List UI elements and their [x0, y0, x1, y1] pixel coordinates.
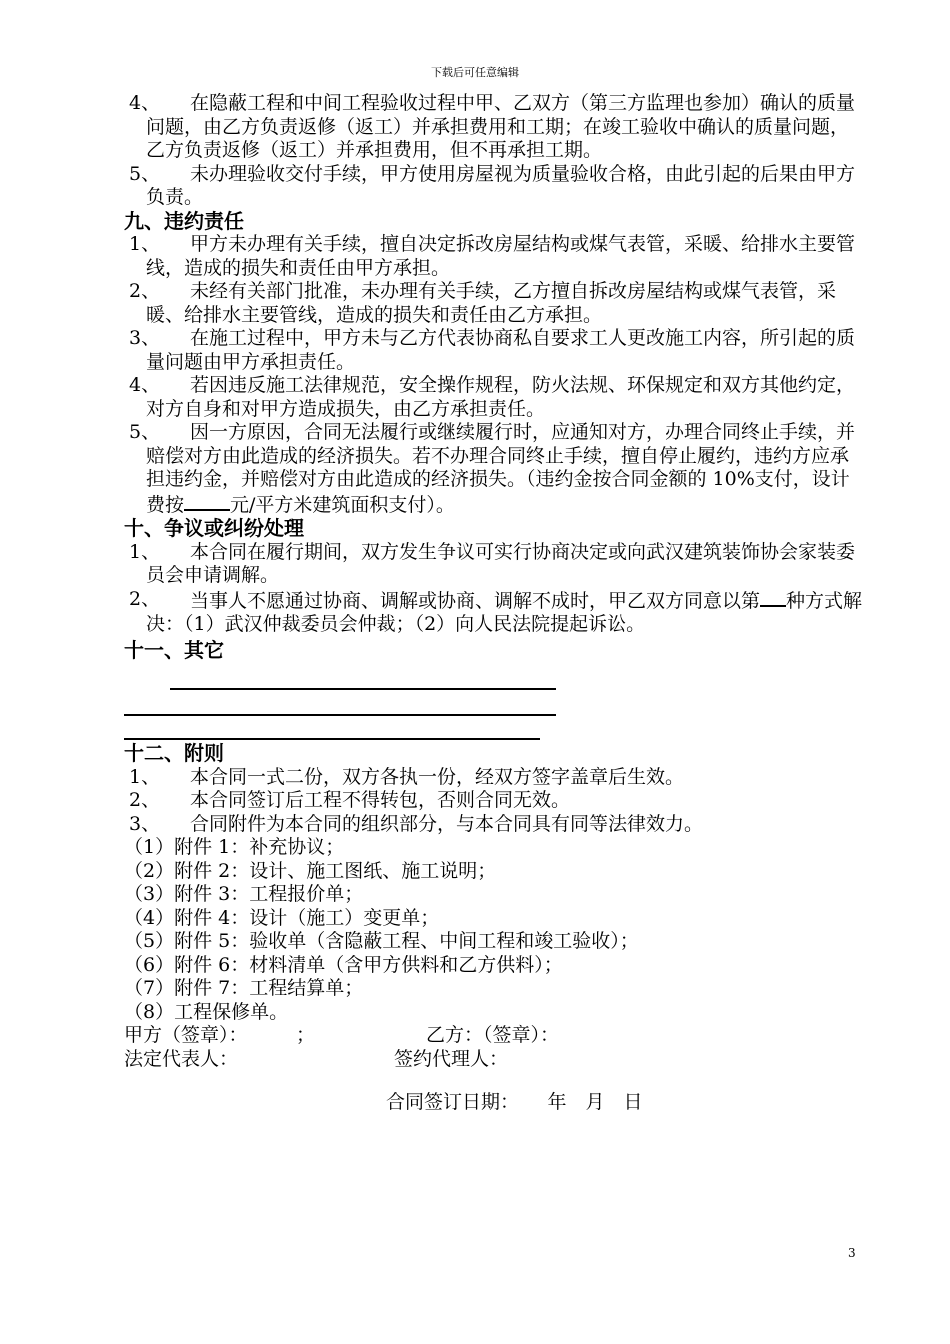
- blank-line: [124, 738, 540, 740]
- attachment-item: （1）附件 1：补充协议；: [124, 836, 345, 858]
- clause-text: 本合同在履行期间，双方发生争议可实行协商决定或向武汉建筑装饰协会家装委员会申请调解。: [146, 540, 856, 586]
- signing-date-label: 合同签订日期： 年 月 日: [386, 1091, 643, 1113]
- clause-12-3: [124, 813, 866, 837]
- section-title-9: 九、违约责任: [124, 208, 244, 233]
- page-header: 下载后可任意编辑: [431, 66, 519, 79]
- section-title-12: 十二、附则: [124, 741, 224, 765]
- attachment-item: （6）附件 6：材料清单（含甲方供料和乙方供料）；: [124, 953, 563, 976]
- signing-date-row: [124, 1091, 866, 1115]
- clause-number: 3、: [129, 327, 161, 349]
- document-body: [124, 92, 866, 1115]
- clause-10-1: [124, 541, 866, 588]
- page-number: 3: [848, 1246, 856, 1260]
- clause-9-3: [124, 327, 866, 374]
- attachment-item: （2）附件 2：设计、施工图纸、施工说明；: [124, 859, 497, 882]
- clause-text: 因一方原因，合同无法履行或继续履行时，应通知对方，办理合同终止手续，并赔偿对方由此造成的经济损失。若不办理合同终止手续，擅自停止履约，违约方应承担违约金，并赔偿对方由此造成的经济损失。（违约金按合同金额的 10%支付，设计费按: [146, 421, 856, 516]
- clause-text: 当事人不愿通过协商、调解或协商、调解不成时，甲乙双方同意以第: [190, 589, 761, 612]
- clause-text: 若因违反施工法律规范，安全操作规程，防火法规、环保规定和双方其他约定，对方自身和对甲方造成损失，由乙方承担责任。: [146, 374, 856, 420]
- clause-number: 4、: [129, 92, 161, 114]
- clause-text: 在隐蔽工程和中间工程验收过程中甲、乙双方（第三方监理也参加）确认的质量问题，由乙方负责返修（返工）并承担费用和工期；在竣工验收中确认的质量问题，乙方负责返修（返工）并承担费用，但不再承担工期。: [146, 92, 856, 161]
- attachment-item: （8）工程保修单。: [124, 1000, 289, 1023]
- blank-line: [124, 714, 556, 716]
- signing-agent-label: 签约代理人：: [394, 1047, 509, 1070]
- clause-text-cont: 元/平方米建筑面积支付）。: [230, 493, 455, 516]
- blank-line: [170, 688, 556, 690]
- clause-number: 2、: [129, 280, 161, 302]
- clause-number: 2、: [129, 789, 161, 811]
- legal-representative-label: 法定代表人：: [124, 1047, 239, 1070]
- clause-text: 未经有关部门批准，未办理有关手续，乙方擅自拆改房屋结构或煤气表管，采暖、给排水主要管线，造成的损失和责任由乙方承担。: [146, 280, 837, 326]
- clause-number: 4、: [129, 374, 161, 396]
- attachment-item: （5）附件 5：验收单（含隐蔽工程、中间工程和竣工验收）；: [124, 930, 639, 952]
- clause-number: 3、: [129, 812, 161, 835]
- clause-9-4: [124, 374, 866, 421]
- clause-9-5: [124, 421, 866, 517]
- attachment-item: （3）附件 3：工程报价单；: [124, 883, 364, 905]
- clause-12-1: [124, 766, 866, 790]
- clause-number: 1、: [129, 540, 161, 563]
- clause-8-4: [124, 92, 866, 163]
- clause-number: 2、: [129, 587, 161, 610]
- party-a-seal-label: 甲方（签章）：: [124, 1024, 248, 1046]
- clause-text: 本合同签订后工程不得转包，否则合同无效。: [190, 789, 571, 811]
- clause-8-5: [124, 163, 866, 210]
- signature-row-2: [124, 1048, 866, 1072]
- clause-10-2: [124, 588, 866, 637]
- party-b-seal-label: 乙方：（签章）：: [426, 1024, 560, 1046]
- clause-text: 本合同一式二份，双方各执一份，经双方签字盖章后生效。: [190, 765, 685, 788]
- clause-9-2: [124, 280, 866, 327]
- clause-text-cont: 种方式解决：（1）武汉仲裁委员会仲裁；（2）向人民法院提起诉讼。: [146, 589, 863, 635]
- clause-number: 5、: [129, 421, 161, 443]
- clause-number: 1、: [129, 765, 161, 788]
- signature-row-1: [124, 1024, 866, 1048]
- clause-text: 未办理验收交付手续，甲方使用房屋视为质量验收合格，由此引起的后果由甲方负责。: [146, 162, 856, 208]
- semicolon: ；: [296, 1024, 316, 1046]
- attachment-item: （7）附件 7：工程结算单；: [124, 977, 364, 999]
- clause-text: 合同附件为本合同的组织部分，与本合同具有同等法律效力。: [190, 812, 704, 835]
- section-title-11: 十一、其它: [124, 637, 224, 662]
- section-title-10: 十、争议或纠纷处理: [124, 516, 304, 540]
- fill-in-blank: [184, 492, 230, 511]
- clause-number: 5、: [129, 162, 161, 185]
- other-blank-lines: [124, 666, 866, 742]
- clause-number: 1、: [129, 233, 161, 255]
- clause-text: 甲方未办理有关手续，擅自决定拆改房屋结构或煤气表管，采暖、给排水主要管线，造成的损失和责任由甲方承担。: [146, 233, 856, 279]
- clause-12-2: [124, 789, 866, 813]
- clause-text: 在施工过程中，甲方未与乙方代表协商私自要求工人更改施工内容，所引起的质量问题由甲方承担责任。: [146, 327, 856, 373]
- clause-9-1: [124, 233, 866, 280]
- fill-in-blank: [760, 588, 786, 607]
- attachment-item: （4）附件 4：设计（施工）变更单；: [124, 906, 440, 929]
